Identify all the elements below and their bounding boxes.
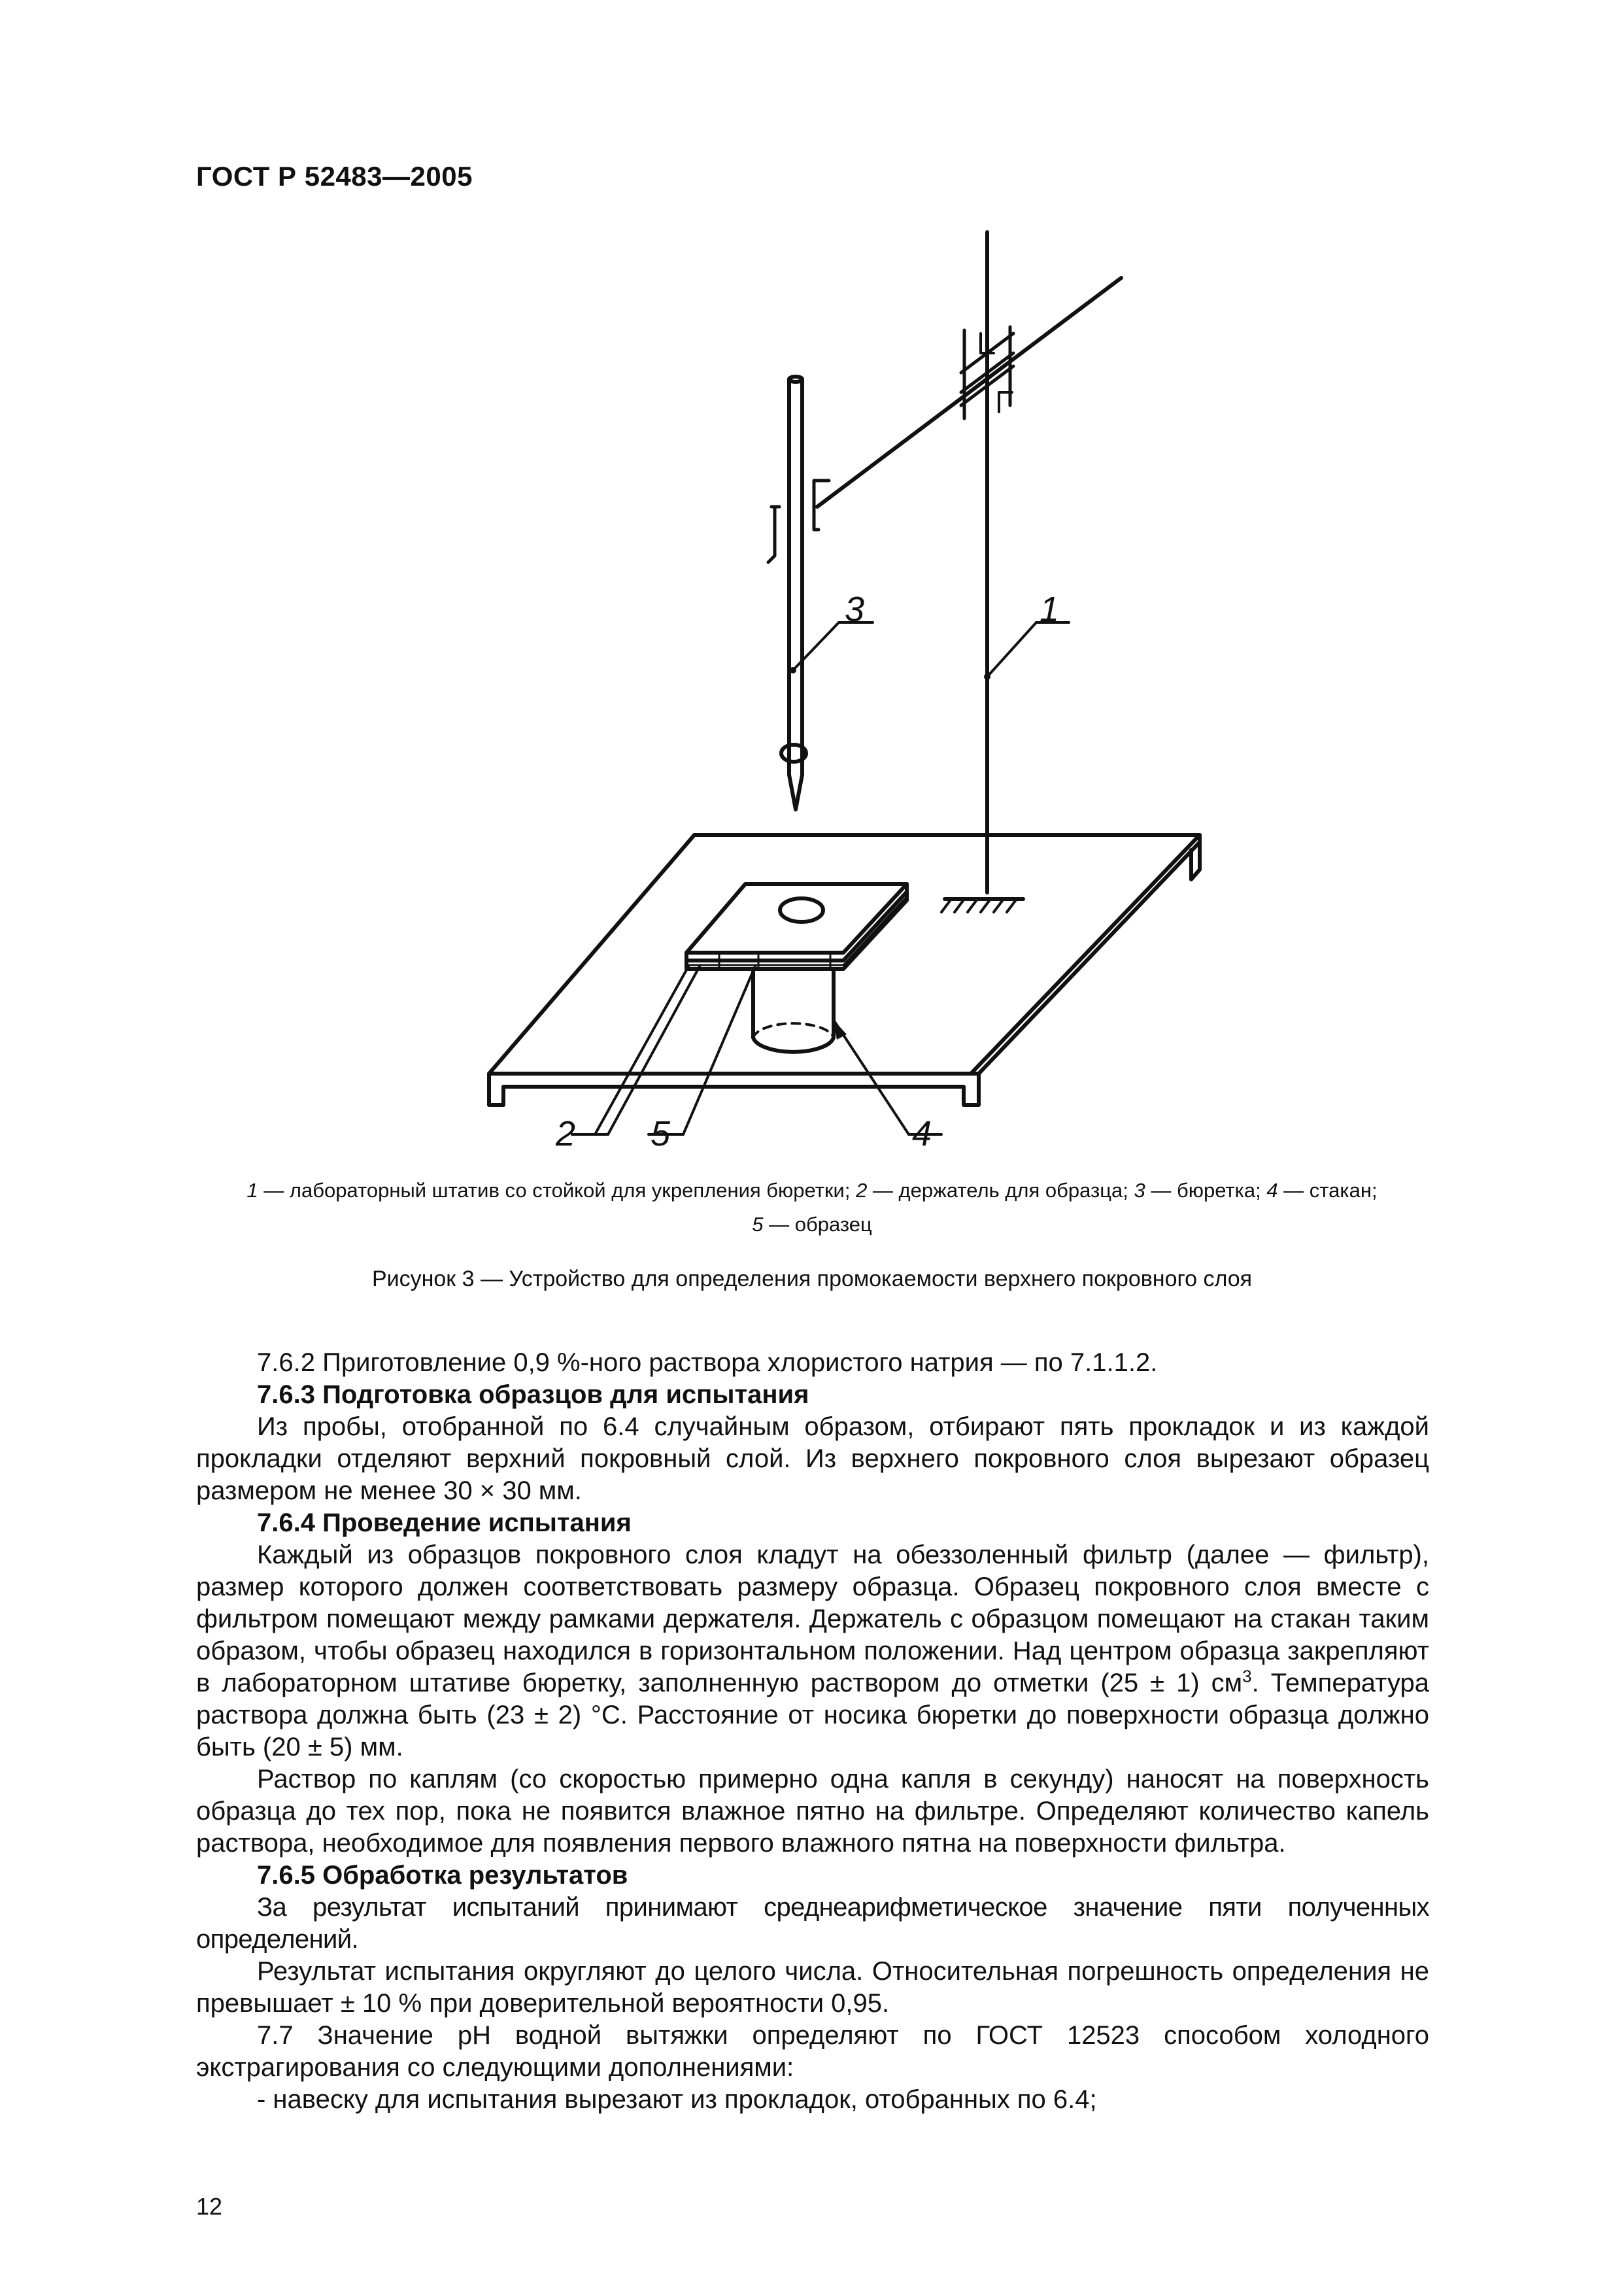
callout-5: 5 xyxy=(651,1114,671,1153)
paragraph-7-6-5a: За результат испытаний принимают среднеарифметическое значение пяти полученных определений. xyxy=(196,1893,1429,1954)
callout-4: 4 xyxy=(912,1114,932,1153)
beaker xyxy=(753,969,834,1052)
page-number: 12 xyxy=(196,2193,223,2220)
callout-3: 3 xyxy=(845,590,865,629)
burette-clamp-arm xyxy=(768,278,1121,562)
burette xyxy=(781,377,806,809)
list-item: - навеску для испытания вырезают из прокладок, отобранных по 6.4; xyxy=(257,2085,1097,2114)
paragraph-7-6-4a: Каждый из образцов покровного слоя кладут на обеззоленный фильтр (далее — фильтр), размер которого должен соответствовать размеру образца. Образец покровного слоя вместе с фильтром помещают между рамками держателя. Держатель с образцом помещают на стакан таким образом, чтобы образец находился в горизонтальном положении. Над центром образца закрепляют в лабораторном штативе бюретку, заполненную раствором до отметки (25 ± 1) $см^3$. Температура раствора должна быть (23 ± 2) °С. Расстояние от носика бюретки до поверхности образца должно быть (20 ± 5) мм. xyxy=(196,1540,1429,1761)
heading-7-6-4: 7.6.4 Проведение испытания xyxy=(257,1508,632,1537)
paragraph-7-6-2: 7.6.2 Приготовление 0,9 %-ного раствора хлористого натрия — по 7.1.1.2. xyxy=(257,1348,1158,1377)
body-text xyxy=(196,1347,1429,2116)
callout-2: 2 xyxy=(556,1114,576,1153)
callout-1: 1 xyxy=(1040,590,1060,629)
paragraph-7-6-4b: Раствор по каплям (со скоростью примерно одна капля в секунду) наносят на поверхность образца до тех пор, пока не появится влажное пятно на фильтре. Определяют количество капель раствора, необходимое для появления первого влажного пятна на поверхности фильтра. xyxy=(196,1765,1429,1858)
document-header: ГОСТ Р 52483—2005 xyxy=(196,161,473,192)
paragraph-7-7: 7.7 Значение pH водной вытяжки определяют по ГОСТ 12523 способом холодного экстрагирования со следующими дополнениями: xyxy=(196,2021,1429,2082)
figure-caption: Рисунок 3 — Устройство для определения промокаемости верхнего покровного слоя xyxy=(371,1266,1253,1291)
heading-7-6-5: 7.6.5 Обработка результатов xyxy=(257,1861,628,1890)
heading-7-6-3: 7.6.3 Подготовка образцов для испытания xyxy=(257,1380,809,1409)
figure-legend: 1 — лабораторный штатив со стойкой для укрепления бюретки; 2 — держатель для образца; 3 — бюретка; 4 — стакан; 5 — образец xyxy=(246,1179,1378,1236)
paragraph-7-6-5b: Результат испытания округляют до целого числа. Относительная погрешность определения не превышает ± 10 % при доверительной вероятности 0,95. xyxy=(196,1957,1429,2018)
paragraph-7-6-3: Из пробы, отобранной по 6.4 случайным образом, отбирают пять прокладок и из каждой прокладки отделяют верхний покровный слой. Из верхнего покровного слоя вырезают образец размером не менее 30 × 30 мм. xyxy=(196,1412,1429,1505)
sample-holder xyxy=(686,884,907,969)
